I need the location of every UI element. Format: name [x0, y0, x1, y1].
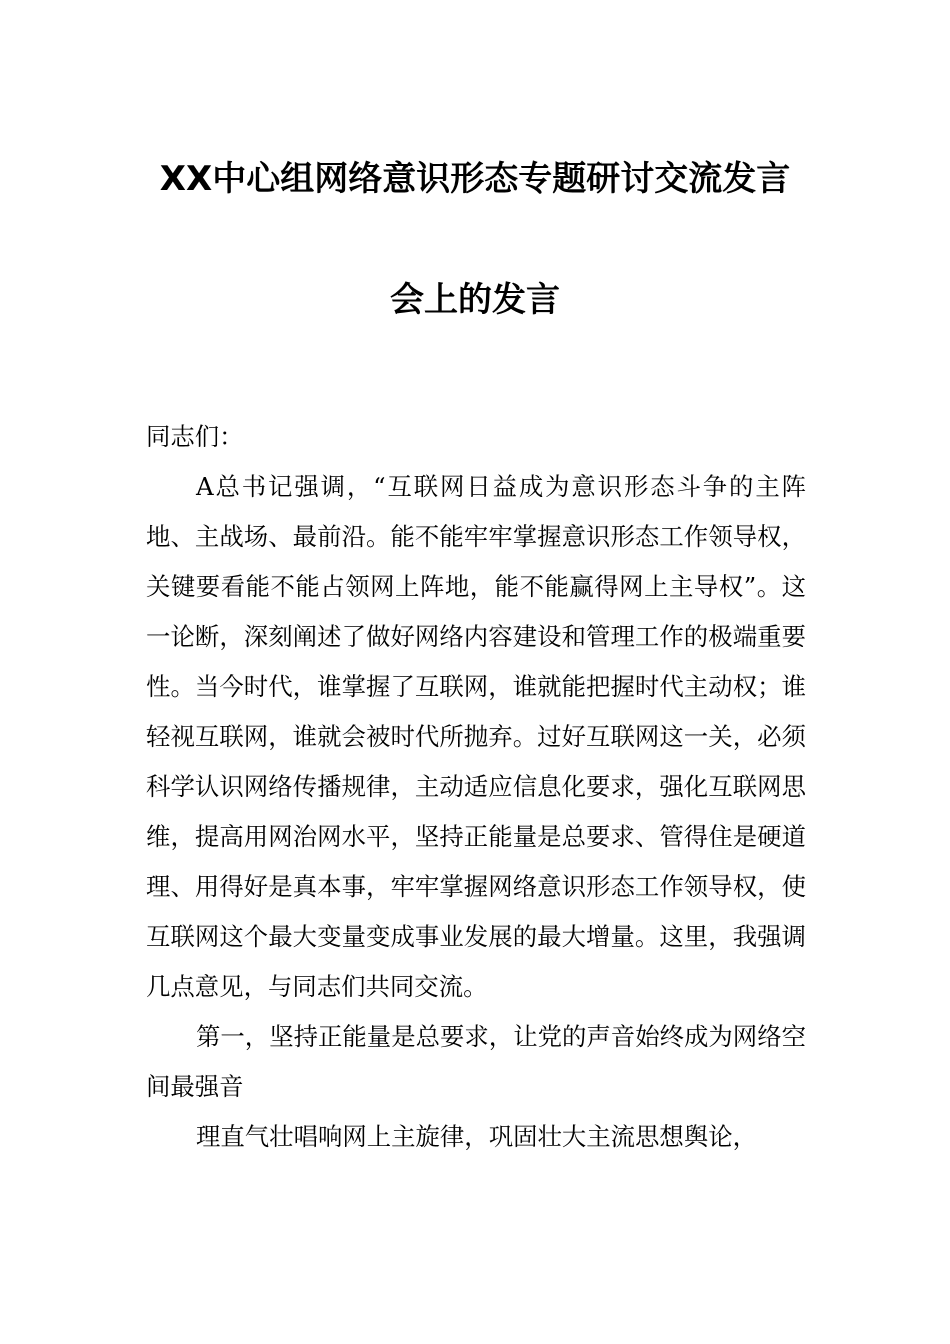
paragraph-first-section: 理直气壮唱响网上主旋律，巩固壮大主流思想舆论， — [196, 1122, 757, 1151]
document-title-line-2: 会上的发言 — [390, 280, 560, 320]
salutation: 同志们： — [146, 422, 244, 451]
section-heading-first: 第一，坚持正能量是总要求，让党的声音始终成为网络空间最强音 — [146, 1022, 806, 1101]
paragraph-intro: A总书记强调，“互联网日益成为意识形态斗争的主阵地、主战场、最前沿。能不能牢牢掌握意识形态工作领导权，关键要看能不能占领网上阵地，能不能赢得网上主导权”。这一论断，深刻阐述了做好网络内容建设和管理工作的极端重要性。当今时代，谁掌握了互联网，谁就能把握时代主动权；谁轻视互联网，谁就会被时代所抛弃。过好互联网这一关，必须科学认识网络传播规律，主动适应信息化要求，强化互联网思维，提高用网治网水平，坚持正能量是总要求、管得住是硬道理、用得好是真本事，牢牢掌握网络意识形态工作领导权，使互联网这个最大变量变成事业发展的最大增量。这里，我强调几点意见，与同志们共同交流。 — [146, 472, 806, 1001]
document-body — [146, 412, 806, 1162]
document-title-line-1: XX中心组网络意识形态专题研讨交流发言 — [159, 159, 791, 199]
